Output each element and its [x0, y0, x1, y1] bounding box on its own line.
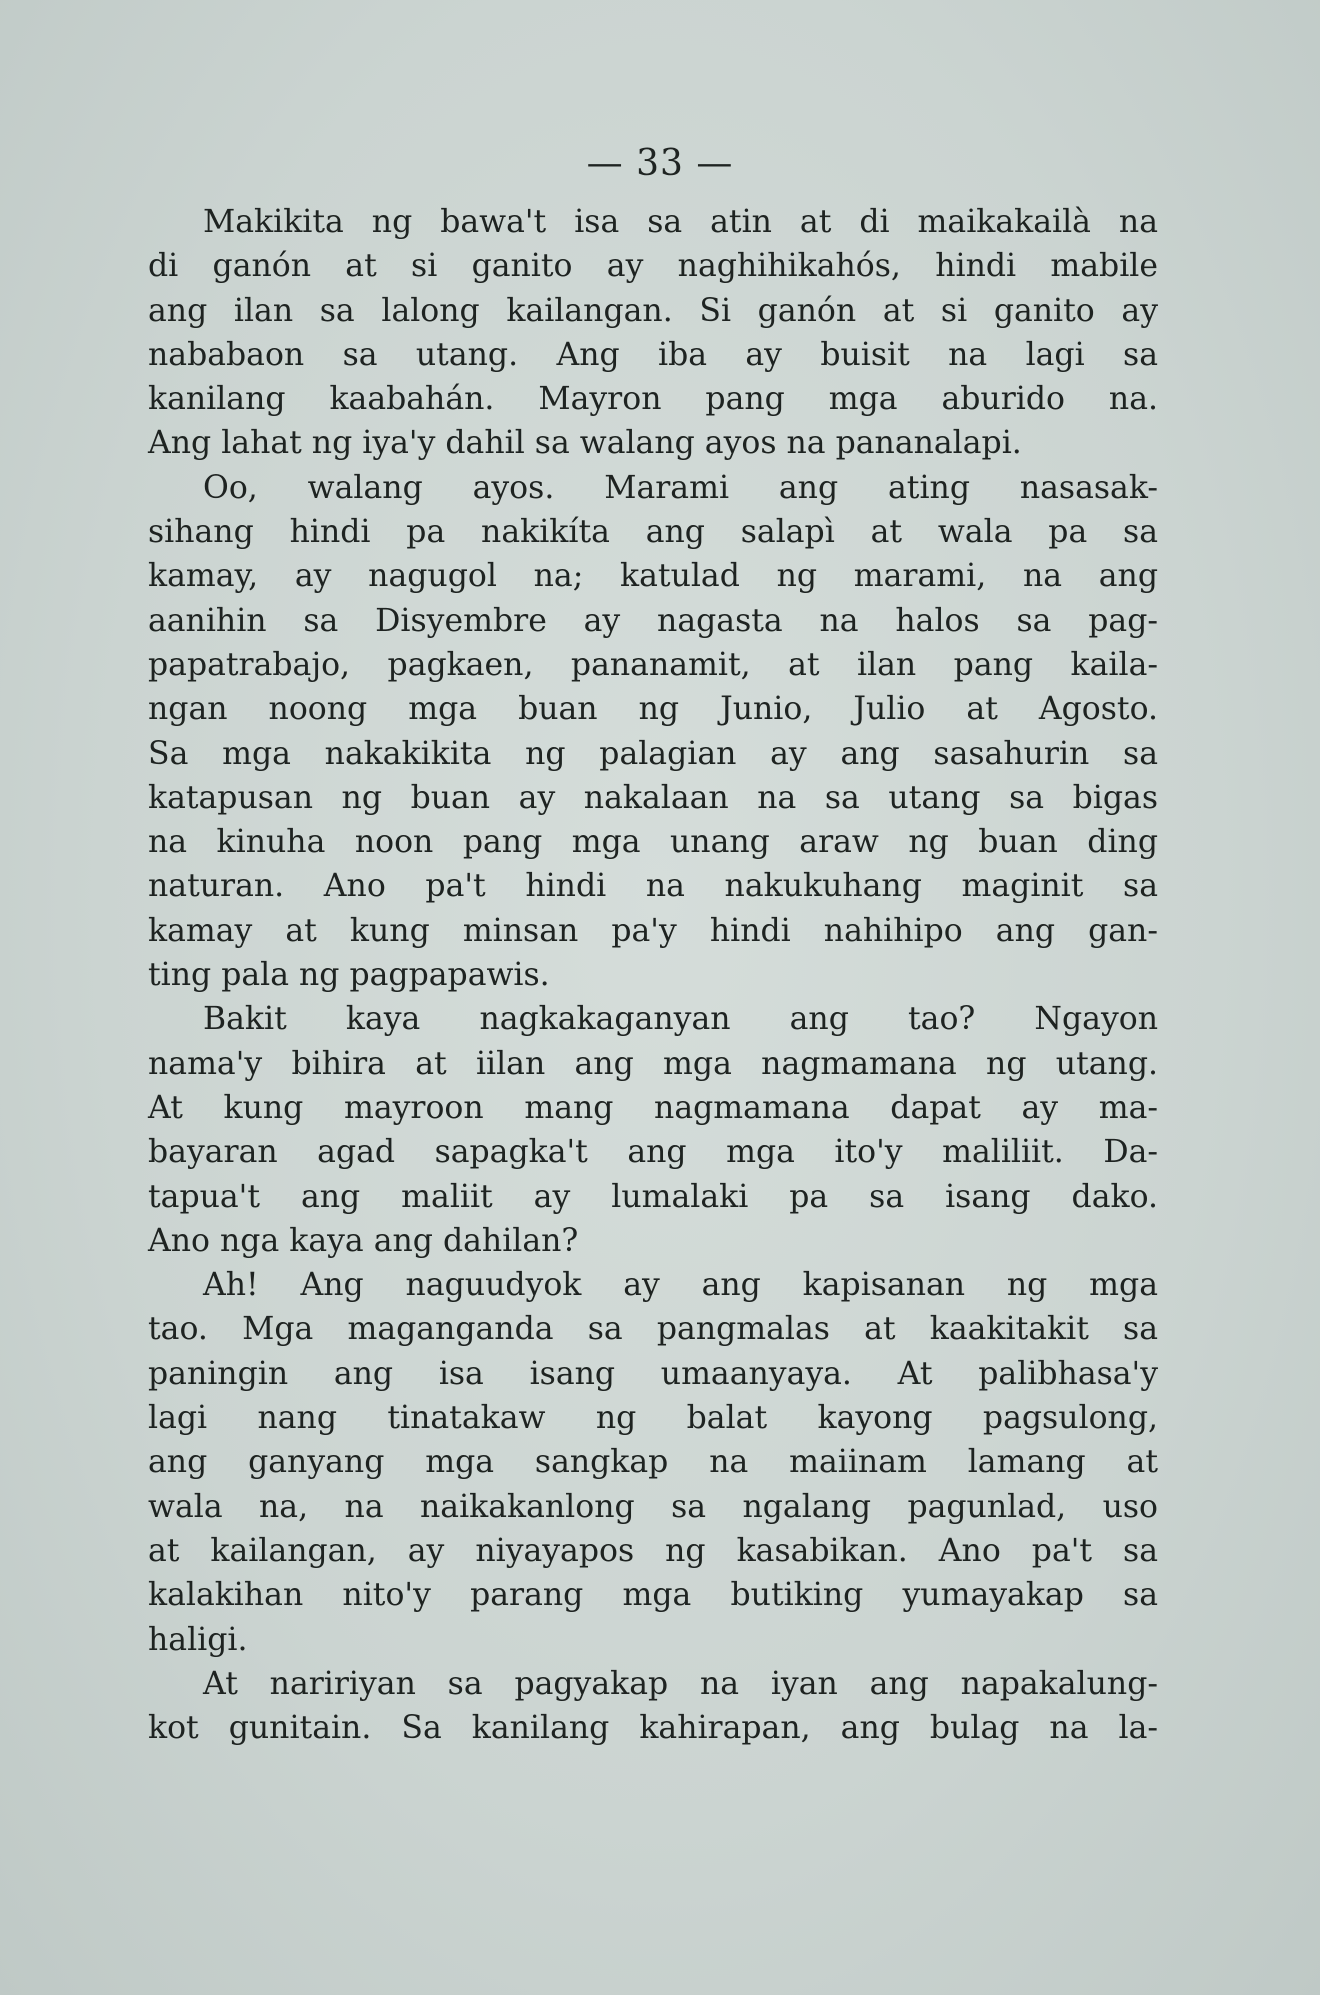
text-line: ang ilan sa lalong kailangan. Si ganón at si ganito ay: [148, 292, 1158, 329]
text-line: naturan. Ano pa't hindi na nakukuhang maginit sa: [148, 868, 1158, 905]
body-text: [148, 200, 1158, 1750]
text-line: Makikita ng bawa't isa sa atin at di maikakailà na: [203, 204, 1158, 240]
text-line: bayaran agad sapagka't ang mga ito'y maliliit. Da-: [148, 1134, 1158, 1171]
text-line: At kung mayroon mang nagmamana dapat ay ma-: [148, 1089, 1158, 1126]
text-line: tao. Mga maganganda sa pangmalas at kaakitakit sa: [148, 1311, 1158, 1348]
text-line: wala na, na naikakanlong sa ngalang pagunlad, uso: [148, 1488, 1158, 1525]
text-line: kot gunitain. Sa kanilang kahirapan, ang bulag na la-: [148, 1710, 1158, 1747]
text-line: aanihin sa Disyembre ay nagasta na halos sa pag-: [148, 602, 1158, 639]
text-line: haligi.: [148, 1621, 248, 1658]
text-line: kalakihan nito'y parang mga butiking yumayakap sa: [148, 1577, 1158, 1614]
text-line: ang ganyang mga sangkap na maiinam lamang at: [148, 1444, 1158, 1481]
text-line: Oo, walang ayos. Marami ang ating nasasak-: [203, 469, 1158, 506]
text-line: katapusan ng buan ay nakalaan na sa utang sa bigas: [148, 779, 1158, 816]
text-line: Sa mga nakakikita ng palagian ay ang sasahurin sa: [148, 735, 1158, 772]
page-number: — 33 —: [586, 143, 734, 184]
text-line: nababaon sa utang. Ang iba ay buisit na lagi sa: [148, 336, 1158, 373]
text-line: di ganón at si ganito ay naghihikahós, hindi mabile: [148, 248, 1158, 285]
text-line: ting pala ng pagpapawis.: [148, 957, 550, 994]
text-line: kanilang kaabahán. Mayron pang mga aburido na.: [148, 381, 1158, 418]
text-line: Ang lahat ng iya'y dahil sa walang ayos na pananalapi.: [148, 425, 1022, 462]
text-line: tapua't ang maliit ay lumalaki pa sa isang dako.: [148, 1178, 1158, 1215]
text-line: at kailangan, ay niyayapos ng kasabikan. Ano pa't sa: [148, 1532, 1158, 1569]
text-line: nama'y bihira at iilan ang mga nagmamana ng utang.: [148, 1045, 1158, 1082]
text-line: ngan noong mga buan ng Junio, Julio at Agosto.: [148, 691, 1158, 728]
text-line: na kinuha noon pang mga unang araw ng buan ding: [148, 824, 1158, 861]
text-line: paningin ang isa isang umaanyaya. At palibhasa'y: [148, 1355, 1158, 1392]
text-line: Ano nga kaya ang dahilan?: [148, 1222, 579, 1259]
text-line: lagi nang tinatakaw ng balat kayong pagsulong,: [148, 1400, 1158, 1437]
text-line: papatrabajo, pagkaen, pananamit, at ilan pang kaila-: [148, 646, 1158, 683]
text-line: sihang hindi pa nakikíta ang salapì at wala pa sa: [148, 514, 1158, 551]
text-line: kamay, ay nagugol na; katulad ng marami, na ang: [148, 558, 1158, 595]
text-line: At naririyan sa pagyakap na iyan ang napakalung-: [203, 1665, 1158, 1702]
text-line: kamay at kung minsan pa'y hindi nahihipo ang gan-: [148, 912, 1158, 949]
text-line: Ah! Ang naguudyok ay ang kapisanan ng mga: [203, 1267, 1158, 1304]
text-line: Bakit kaya nagkakaganyan ang tao? Ngayon: [203, 1001, 1158, 1038]
